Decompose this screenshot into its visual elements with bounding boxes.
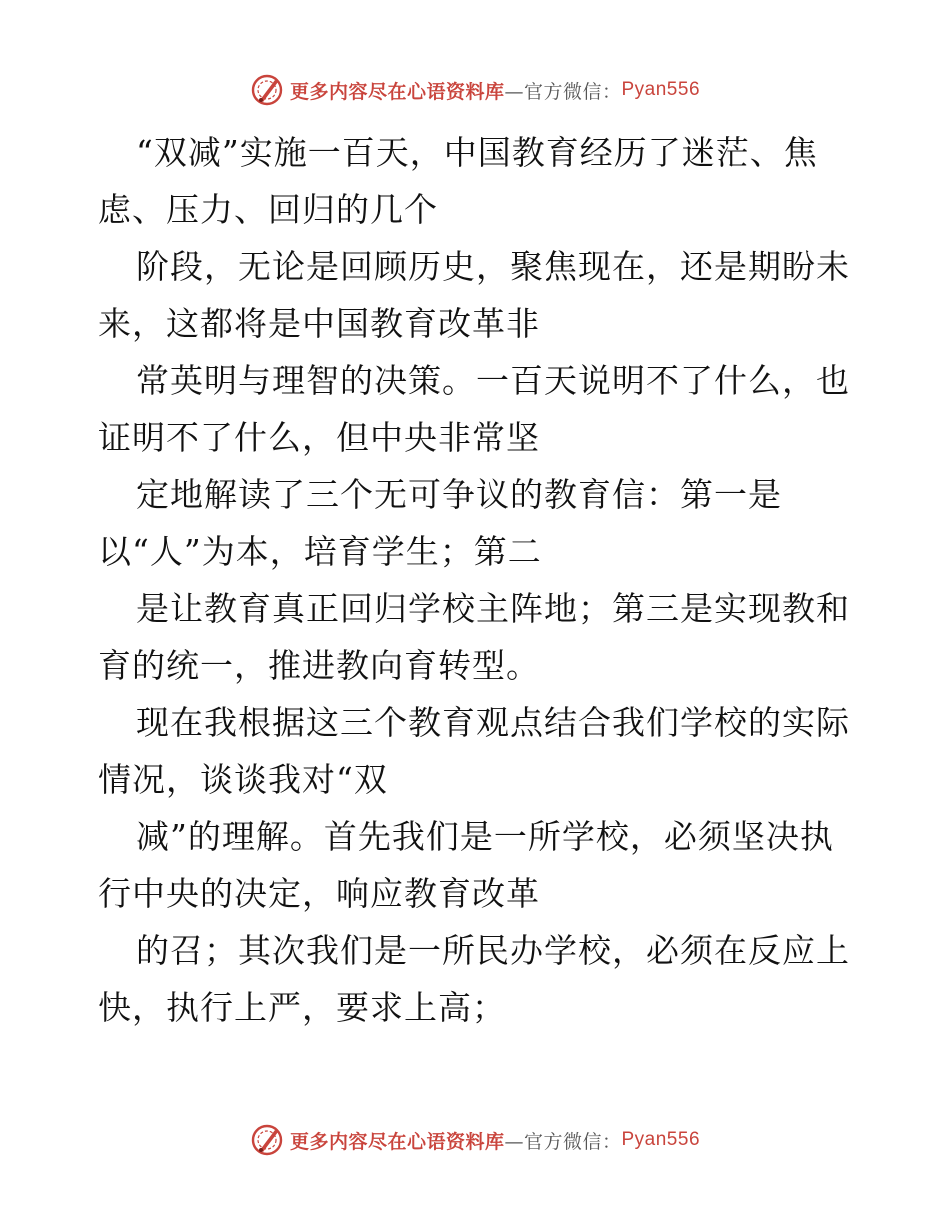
banner-account-id: Pyan556 [621, 79, 701, 100]
pen-circle-logo-icon [250, 1123, 284, 1157]
banner-lead-text: 更多内容尽在心语资料库 [289, 1130, 505, 1153]
text-line: 以“人”为本，培育学生；第二 [98, 532, 542, 571]
text-line: 育的统一，推进教向育转型。 [98, 646, 540, 685]
text-line: 来，这都将是中国教育改革非 [98, 304, 540, 343]
banner-account-id: Pyan556 [621, 1129, 701, 1150]
text-line: 的召；其次我们是一所民办学校，必须在反应上 [136, 931, 850, 970]
footer-banner [0, 1120, 950, 1160]
text-line: 是让教育真正回归学校主阵地；第三是实现教和 [136, 589, 850, 628]
banner-official-text: —官方微信： [504, 1130, 622, 1153]
text-line: 行中央的决定，响应教育改革 [98, 874, 540, 913]
text-line: 阶段，无论是回顾历史，聚焦现在，还是期盼未 [136, 247, 850, 286]
text-line: 现在我根据这三个教育观点结合我们学校的实际 [136, 703, 850, 742]
text-line: 虑、压力、回归的几个 [98, 190, 438, 229]
text-line: “双减”实施一百天，中国教育经历了迷茫、焦 [136, 133, 818, 172]
text-line: 情况，谈谈我对“双 [98, 760, 388, 799]
text-line: 减”的理解。首先我们是一所学校，必须坚决执 [136, 817, 834, 856]
text-line: 证明不了什么，但中央非常坚 [98, 418, 540, 457]
text-line: 常英明与理智的决策。一百天说明不了什么，也 [136, 361, 850, 400]
header-banner [0, 70, 950, 110]
text-line: 定地解读了三个无可争议的教育信：第一是 [136, 475, 782, 514]
pen-circle-logo-icon [250, 73, 284, 107]
banner-official-text: —官方微信： [504, 80, 622, 103]
document-body [98, 124, 858, 1036]
text-line: 快，执行上严，要求上高； [98, 988, 506, 1027]
banner-lead-text: 更多内容尽在心语资料库 [289, 80, 505, 103]
